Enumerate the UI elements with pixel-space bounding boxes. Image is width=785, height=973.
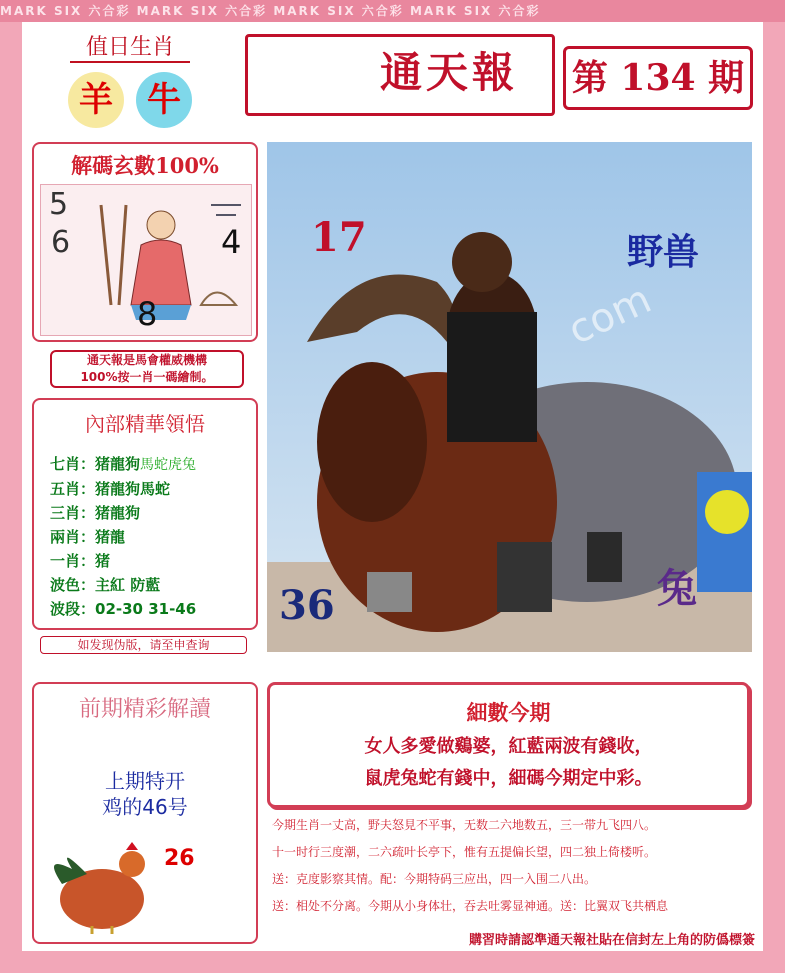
inner-essence-panel	[32, 398, 258, 630]
previous-issue-title: 前期精彩解讀	[78, 697, 211, 722]
top-watermark-banner: MARK SIX 六合彩 MARK SIX 六合彩 MARK SIX 六合彩 MARK SIX 六合彩	[0, 0, 785, 22]
previous-number: 26	[164, 846, 195, 871]
photo-tag-rabbit: 兔	[657, 566, 697, 612]
photo-number-top: 17	[311, 214, 367, 261]
note-line-2: 十一时行三度潮，二六疏叶长亭下，惟有五提偏长望，四二独上倚楼听。	[272, 845, 657, 859]
prediction-notes	[272, 812, 750, 920]
inner-row-two: 兩肖：猪龍	[50, 528, 126, 546]
previous-issue-panel	[32, 682, 258, 944]
current-poem-line-1: 女人多愛做鷄婆，紅藍兩波有錢收，	[364, 736, 653, 757]
duty-zodiac-title: 值日生肖	[70, 30, 190, 63]
riddle-number-six: 6	[51, 225, 71, 260]
right-border-strip	[763, 22, 785, 951]
previous-result-line-1: 上期特开	[105, 769, 185, 793]
inner-row-color: 波色：主紅 防藍	[50, 576, 161, 594]
inner-essence-list	[50, 452, 196, 621]
riddle-illustration	[40, 184, 252, 336]
previous-result	[34, 768, 256, 820]
zodiac-ox-badge: 牛	[136, 72, 192, 128]
anti-counterfeit-note: 購習時請認準通天報社貼在信封左上角的防僞標簽	[468, 933, 755, 948]
current-poem	[270, 731, 747, 795]
authority-notice	[50, 350, 244, 388]
riddle-title: 解碼玄數100%	[71, 153, 219, 178]
inner-row-five: 五肖：猪龍狗馬蛇	[50, 480, 171, 498]
notice-line-1: 通天報是馬會權威機構	[86, 353, 207, 367]
current-issue-panel	[267, 682, 750, 808]
inner-row-range: 波段：02-30 31-46	[50, 600, 197, 618]
inner-essence-title: 內部精華領悟	[85, 412, 205, 436]
inner-row-one: 一肖：猪	[50, 552, 111, 570]
previous-result-line-2: 鸡的46号	[102, 795, 188, 819]
riddle-number-four: 4	[221, 223, 242, 261]
rooster-illustration	[42, 834, 162, 934]
main-photo	[267, 142, 752, 652]
photo-tag-beast: 野兽	[627, 232, 700, 273]
note-line-1: 今期生肖一丈高，野夫怒見不平事，无数二六地数五，三一带九飞四八。	[272, 818, 657, 832]
newspaper-title: 通天報	[380, 48, 519, 97]
note-line-3: 送：克度影察其情。配：今期特码三应出，四一入围二八出。	[272, 872, 597, 886]
riddle-number-five: 5	[49, 187, 69, 222]
bottom-border-strip	[0, 951, 785, 973]
inner-row-three: 三肖：猪龍狗	[50, 504, 141, 522]
riddle-panel	[32, 142, 258, 342]
notice-line-2: 100%按一肖一碼繪制。	[80, 370, 214, 384]
photo-number-bottom: 36	[279, 582, 335, 629]
inner-row-seven: 七肖：猪龍狗馬蛇虎兔	[50, 455, 197, 473]
current-poem-line-2: 鼠虎兔蛇有錢中，細碼今期定中彩。	[364, 768, 653, 789]
photo-watermark: com	[561, 276, 659, 354]
zodiac-sheep-badge: 羊	[68, 72, 124, 128]
current-issue-title: 細數今期	[466, 700, 551, 725]
left-border-strip	[0, 22, 22, 951]
riddle-number-eight: 8	[137, 295, 158, 333]
note-line-4: 送：相处不分离。今期从小身体壮，吞去吐雾显神通。送：比翼双飞共栖息	[272, 899, 669, 913]
verify-notice: 如发现伪版，请至申查询	[40, 636, 247, 654]
issue-number: 第 134 期	[563, 46, 753, 110]
